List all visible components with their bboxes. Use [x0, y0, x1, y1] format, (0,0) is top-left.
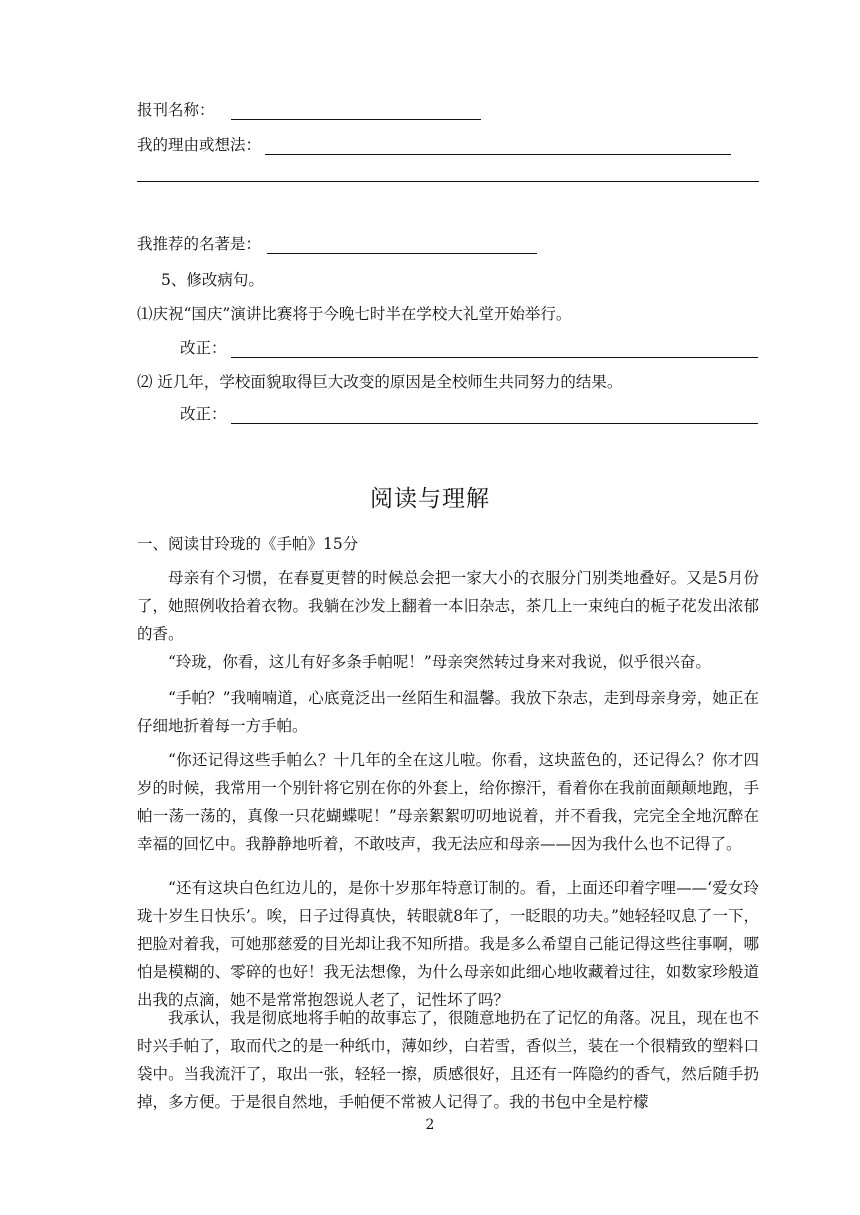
question-5-text: 5、修改病句。 [161, 271, 264, 289]
sentence-2-text: ⑵ 近几年，学校面貌取得巨大改变的原因是全校师生共同努力的结果。 [137, 373, 623, 391]
paragraph: “手帕？”我喃喃道，心底竟泛出一丝陌生和温馨。我放下杂志，走到母亲身旁，她正在仔细地折着每一方手帕。 [137, 689, 759, 735]
paragraph: “你还记得这些手帕么？十几年的全在这儿啦。你看，这块蓝色的，还记得么？你才四岁的时候，我常用一个别针将它别在你的外套上，给你擦汗，看着你在我前面颠颠地跑，手帕一荡一荡的，真像一只花蝴蝶呢！”母亲絮絮叨叨地说着，并不看我，完完全全地沉醉在幸福的回忆中。我静静地听着，不敢吱声，我无法应和母亲——因为我什么也不记得了。 [137, 751, 759, 853]
correction-1-blank[interactable] [231, 339, 758, 358]
reading-question-text: 一、阅读甘玲珑的《手帕》15分 [137, 535, 359, 553]
correction-2-row [180, 402, 758, 424]
page-number: 2 [425, 1117, 435, 1133]
reason-row [137, 133, 731, 155]
paragraph: 母亲有个习惯，在春夏更替的时候总会把一家大小的衣服分门别类地叠好。又是5月份了，她照例收拾着衣物。我躺在沙发上翻着一本旧杂志，茶几上一束纯白的栀子花发出浓郁的香。 [137, 569, 759, 643]
reason-blank[interactable] [265, 136, 731, 155]
correction-2-blank[interactable] [231, 405, 758, 424]
newspaper-name-row [137, 98, 481, 120]
reason-extra-line[interactable] [137, 181, 759, 182]
newspaper-name-blank[interactable] [231, 101, 481, 120]
correction-1-row [180, 336, 758, 358]
question-5 [161, 268, 264, 290]
correction-2-label: 改正： [180, 405, 227, 423]
paragraph: “玲珑，你看，这儿有好多条手帕呢！”母亲突然转过身来对我说，似乎很兴奋。 [168, 653, 711, 671]
sentence-1 [137, 302, 571, 324]
paragraph: “还有这块白色红边儿的，是你十岁那年特意订制的。看，上面还印着字哩——‘爱女玲珑十岁生日快乐’。唉，日子过得真快，转眼就8年了，一眨眼的功夫。”她轻轻叹息了一下，把脸对着我，可她那慈爱的目光却让我不知所措。我是多么希望自己能记得这些往事啊，哪怕是模糊的、零碎的也好！我无法想像，为什么母亲如此细心地收藏着过往，如数家珍般道出我的点滴，她不是常常抱怨说人老了，记性坏了吗？ [137, 879, 759, 1009]
paragraph: 我承认，我是彻底地将手帕的故事忘了，很随意地扔在了记忆的角落。况且，现在也不时兴手帕了，取而代之的是一种纸巾，薄如纱，白若雪，香似兰，装在一个很精致的塑料口袋中。当我流汗了，取出一张，轻轻一擦，质感很好，且还有一阵隐约的香气，然后随手扔掉，多方便。于是很自然地，手帕便不常被人记得了。我的书包中全是柠檬 [137, 1009, 759, 1111]
reading-question [137, 532, 358, 554]
sentence-1-text: ⑴庆祝“国庆”演讲比赛将于今晚七时半在学校大礼堂开始举行。 [137, 305, 572, 323]
correction-1-label: 改正： [180, 339, 227, 357]
reason-label: 我的理由或想法： [137, 136, 262, 154]
sentence-2 [137, 370, 622, 392]
section-title: 阅读与理解 [370, 486, 490, 512]
newspaper-name-label: 报刊名称： [137, 101, 215, 119]
book-label: 我推荐的名著是： [137, 235, 262, 253]
book-blank[interactable] [267, 235, 537, 254]
book-row [137, 232, 537, 254]
